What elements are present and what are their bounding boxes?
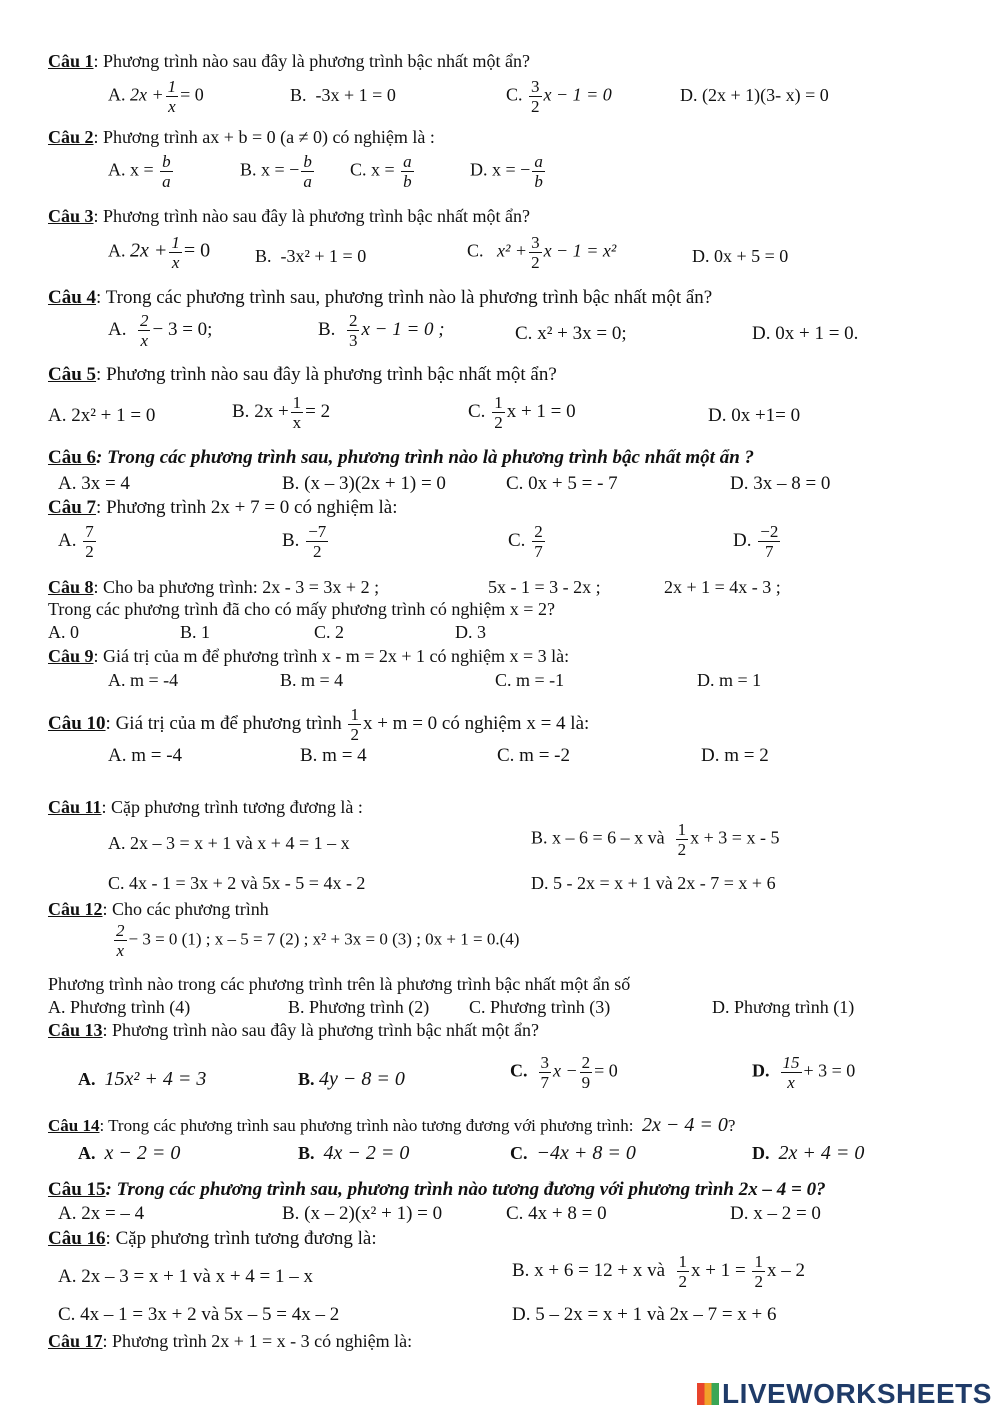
- question-4: Câu 4: Trong các phương trình sau, phương trình nào là phương trình bậc nhất một ẩn?: [48, 287, 713, 308]
- q10-option-c[interactable]: C. m = -2: [497, 745, 570, 766]
- q2-option-c[interactable]: C. x = $\frac{a}{b}$: [350, 152, 412, 191]
- q8-option-a[interactable]: A. 0: [48, 622, 79, 642]
- q14-option-b[interactable]: B. 4x − 2 = 0: [298, 1142, 410, 1164]
- q9-option-d[interactable]: D. m = 1: [697, 670, 762, 690]
- question-10: Câu 10: Giá trị của m để phương trình $\frac{1}{2}$ x + m = 0 có nghiệm x = 4 là:: [48, 705, 590, 744]
- q7-option-c[interactable]: C. $\frac{2}{7}$: [508, 522, 543, 561]
- question-3: Câu 3: Phương trình nào sau đây là phương trình bậc nhất một ẩn?: [48, 206, 530, 226]
- q10-option-d[interactable]: D. m = 2: [701, 745, 769, 766]
- q1-option-a[interactable]: A. 2x + $\frac{1}{x}$ = 0: [108, 77, 204, 116]
- q11-option-c[interactable]: C. 4x - 1 = 3x + 2 và 5x - 5 = 4x - 2: [108, 873, 366, 893]
- q16-option-b[interactable]: B. x + 6 = 12 + x và $\frac{1}{2}$ x + 1 = $\frac{1}{2}$ x – 2: [512, 1252, 805, 1291]
- q4-option-d[interactable]: D. 0x + 1 = 0.: [752, 323, 859, 344]
- q7-option-a[interactable]: A. $\frac{7}{2}$: [58, 522, 94, 561]
- q2-option-d[interactable]: D. x = − $\frac{a}{b}$: [470, 152, 543, 191]
- q7-option-b[interactable]: B. $\frac{-7}{2}$: [282, 522, 327, 561]
- q6-option-c[interactable]: C. 0x + 5 = - 7: [506, 473, 618, 494]
- q4-option-a[interactable]: A. $\frac{2}{x}$ − 3 = 0;: [108, 311, 213, 350]
- q5-option-a[interactable]: A. 2x² + 1 = 0: [48, 405, 156, 426]
- q10-option-a[interactable]: A. m = -4: [108, 745, 183, 766]
- q8-equation-2: 5x - 1 = 3 - 2x ;: [488, 577, 601, 597]
- q12-option-d[interactable]: D. Phương trình (1): [712, 997, 855, 1017]
- q4-option-b[interactable]: B. $\frac{2}{3}$ x − 1 = 0 ;: [318, 311, 445, 350]
- q2-option-a[interactable]: A. x = $\frac{b}{a}$: [108, 152, 171, 191]
- q5-option-b[interactable]: B. 2x + $\frac{1}{x}$ = 2: [232, 393, 331, 432]
- q13-option-b[interactable]: B. 4y − 8 = 0: [298, 1068, 405, 1090]
- q8-option-c[interactable]: C. 2: [314, 622, 345, 642]
- question-11: Câu 11: Cặp phương trình tương đương là :: [48, 797, 363, 817]
- q3-option-b[interactable]: B. -3x² + 1 = 0: [255, 246, 367, 266]
- q13-option-a[interactable]: A. 15x² + 4 = 3: [78, 1068, 207, 1090]
- q7-option-d[interactable]: D. $\frac{-2}{7}$: [733, 522, 779, 561]
- q2-option-b[interactable]: B. x = − $\frac{b}{a}$: [240, 152, 312, 191]
- q11-option-a[interactable]: A. 2x – 3 = x + 1 và x + 4 = 1 – x: [108, 833, 350, 853]
- q1-option-c[interactable]: C. $\frac{3}{2}$ x − 1 = 0: [506, 77, 612, 116]
- q8-option-d[interactable]: D. 3: [455, 622, 486, 642]
- q16-option-a[interactable]: A. 2x – 3 = x + 1 và x + 4 = 1 – x: [58, 1266, 314, 1287]
- question-label: Câu 1: [48, 51, 94, 71]
- q15-option-a[interactable]: A. 2x = – 4: [58, 1203, 145, 1224]
- question-14: Câu 14: Trong các phương trình sau phương trình nào tương đương với phương trình: 2x − 4 = 0?: [48, 1114, 736, 1136]
- q12-equations: $\frac{2}{x}$ − 3 = 0 (1) ; x – 5 = 7 (2) ; x² + 3x = 0 (3) ; 0x + 1 = 0.(4): [116, 921, 520, 960]
- q15-option-c[interactable]: C. 4x + 8 = 0: [506, 1203, 607, 1224]
- q8-option-b[interactable]: B. 1: [180, 622, 211, 642]
- q11-option-b[interactable]: B. x – 6 = 6 – x và $\frac{1}{2}$ x + 3 = x - 5: [531, 820, 780, 859]
- q5-option-c[interactable]: C. $\frac{1}{2}$ x + 1 = 0: [468, 393, 576, 432]
- question-2: Câu 2: Phương trình ax + b = 0 (a ≠ 0) có nghiệm là :: [48, 127, 435, 147]
- question-1: Câu 1: Phương trình nào sau đây là phương trình bậc nhất một ẩn?: [48, 51, 530, 71]
- q3-option-a[interactable]: A. 2x + $\frac{1}{x}$ = 0: [108, 233, 211, 272]
- question-5: Câu 5: Phương trình nào sau đây là phương trình bậc nhất một ẩn?: [48, 364, 557, 385]
- q6-option-a[interactable]: A. 3x = 4: [58, 473, 130, 494]
- q9-option-b[interactable]: B. m = 4: [280, 670, 344, 690]
- q6-option-b[interactable]: B. (x – 3)(2x + 1) = 0: [282, 473, 446, 494]
- q14-option-d[interactable]: D. 2x + 4 = 0: [752, 1142, 865, 1164]
- q12-option-a[interactable]: A. Phương trình (4): [48, 997, 191, 1017]
- q13-option-d[interactable]: D. $\frac{15}{x}$ + 3 = 0: [752, 1053, 856, 1092]
- q12-option-b[interactable]: B. Phương trình (2): [288, 997, 430, 1017]
- logo-icon: [697, 1383, 719, 1405]
- q14-option-c[interactable]: C. −4x + 8 = 0: [510, 1142, 636, 1164]
- q8-prompt: Trong các phương trình đã cho có mấy phương trình có nghiệm x = 2?: [48, 599, 555, 619]
- question-6: Câu 6: Trong các phương trình sau, phương trình nào là phương trình bậc nhất một ẩn ?: [48, 447, 755, 468]
- question-8: Câu 8: Cho ba phương trình: 2x - 3 = 3x + 2 ;: [48, 577, 380, 597]
- fraction: $\frac{1}{x}$: [167, 77, 177, 116]
- q15-option-d[interactable]: D. x – 2 = 0: [730, 1203, 821, 1224]
- q5-option-d[interactable]: D. 0x +1= 0: [708, 405, 801, 426]
- q9-option-a[interactable]: A. m = -4: [108, 670, 179, 690]
- q11-option-d[interactable]: D. 5 - 2x = x + 1 và 2x - 7 = x + 6: [531, 873, 776, 893]
- question-12: Câu 12: Cho các phương trình: [48, 899, 269, 919]
- question-17: Câu 17: Phương trình 2x + 1 = x - 3 có nghiệm là:: [48, 1331, 413, 1351]
- q1-option-b[interactable]: B. -3x + 1 = 0: [290, 85, 396, 105]
- q4-option-c[interactable]: C. x² + 3x = 0;: [515, 323, 627, 344]
- q9-option-c[interactable]: C. m = -1: [495, 670, 565, 690]
- question-7: Câu 7: Phương trình 2x + 7 = 0 có nghiệm là:: [48, 497, 398, 518]
- q1-option-d[interactable]: D. (2x + 1)(3- x) = 0: [680, 85, 829, 105]
- q14-option-a[interactable]: A. x − 2 = 0: [78, 1142, 181, 1164]
- question-15: Câu 15: Trong các phương trình sau, phương trình nào tương đương với phương trình 2x – 4 = 0?: [48, 1179, 826, 1200]
- q16-option-c[interactable]: C. 4x – 1 = 3x + 2 và 5x – 5 = 4x – 2: [58, 1304, 340, 1325]
- q13-option-c[interactable]: C. $\frac{3}{7}$ x − $\frac{2}{9}$ = 0: [510, 1053, 618, 1092]
- question-9: Câu 9: Giá trị của m để phương trình x - m = 2x + 1 có nghiệm x = 3 là:: [48, 646, 570, 666]
- q10-option-b[interactable]: B. m = 4: [300, 745, 367, 766]
- q15-option-b[interactable]: B. (x – 2)(x² + 1) = 0: [282, 1203, 443, 1224]
- q12-option-c[interactable]: C. Phương trình (3): [469, 997, 611, 1017]
- q6-option-d[interactable]: D. 3x – 8 = 0: [730, 473, 831, 494]
- question-16: Câu 16: Cặp phương trình tương đương là:: [48, 1228, 377, 1249]
- liveworksheets-logo: LIVEWORKSHEETS: [697, 1378, 992, 1410]
- q12-prompt: Phương trình nào trong các phương trình trên là phương trình bậc nhất một ẩn số: [48, 974, 631, 994]
- question-13: Câu 13: Phương trình nào sau đây là phương trình bậc nhất một ẩn?: [48, 1020, 539, 1040]
- q8-equation-3: 2x + 1 = 4x - 3 ;: [664, 577, 781, 597]
- q16-option-d[interactable]: D. 5 – 2x = x + 1 và 2x – 7 = x + 6: [512, 1304, 777, 1325]
- q3-option-d[interactable]: D. 0x + 5 = 0: [692, 246, 789, 266]
- q3-option-c[interactable]: C. x² + $\frac{3}{2}$ x − 1 = x²: [467, 233, 617, 272]
